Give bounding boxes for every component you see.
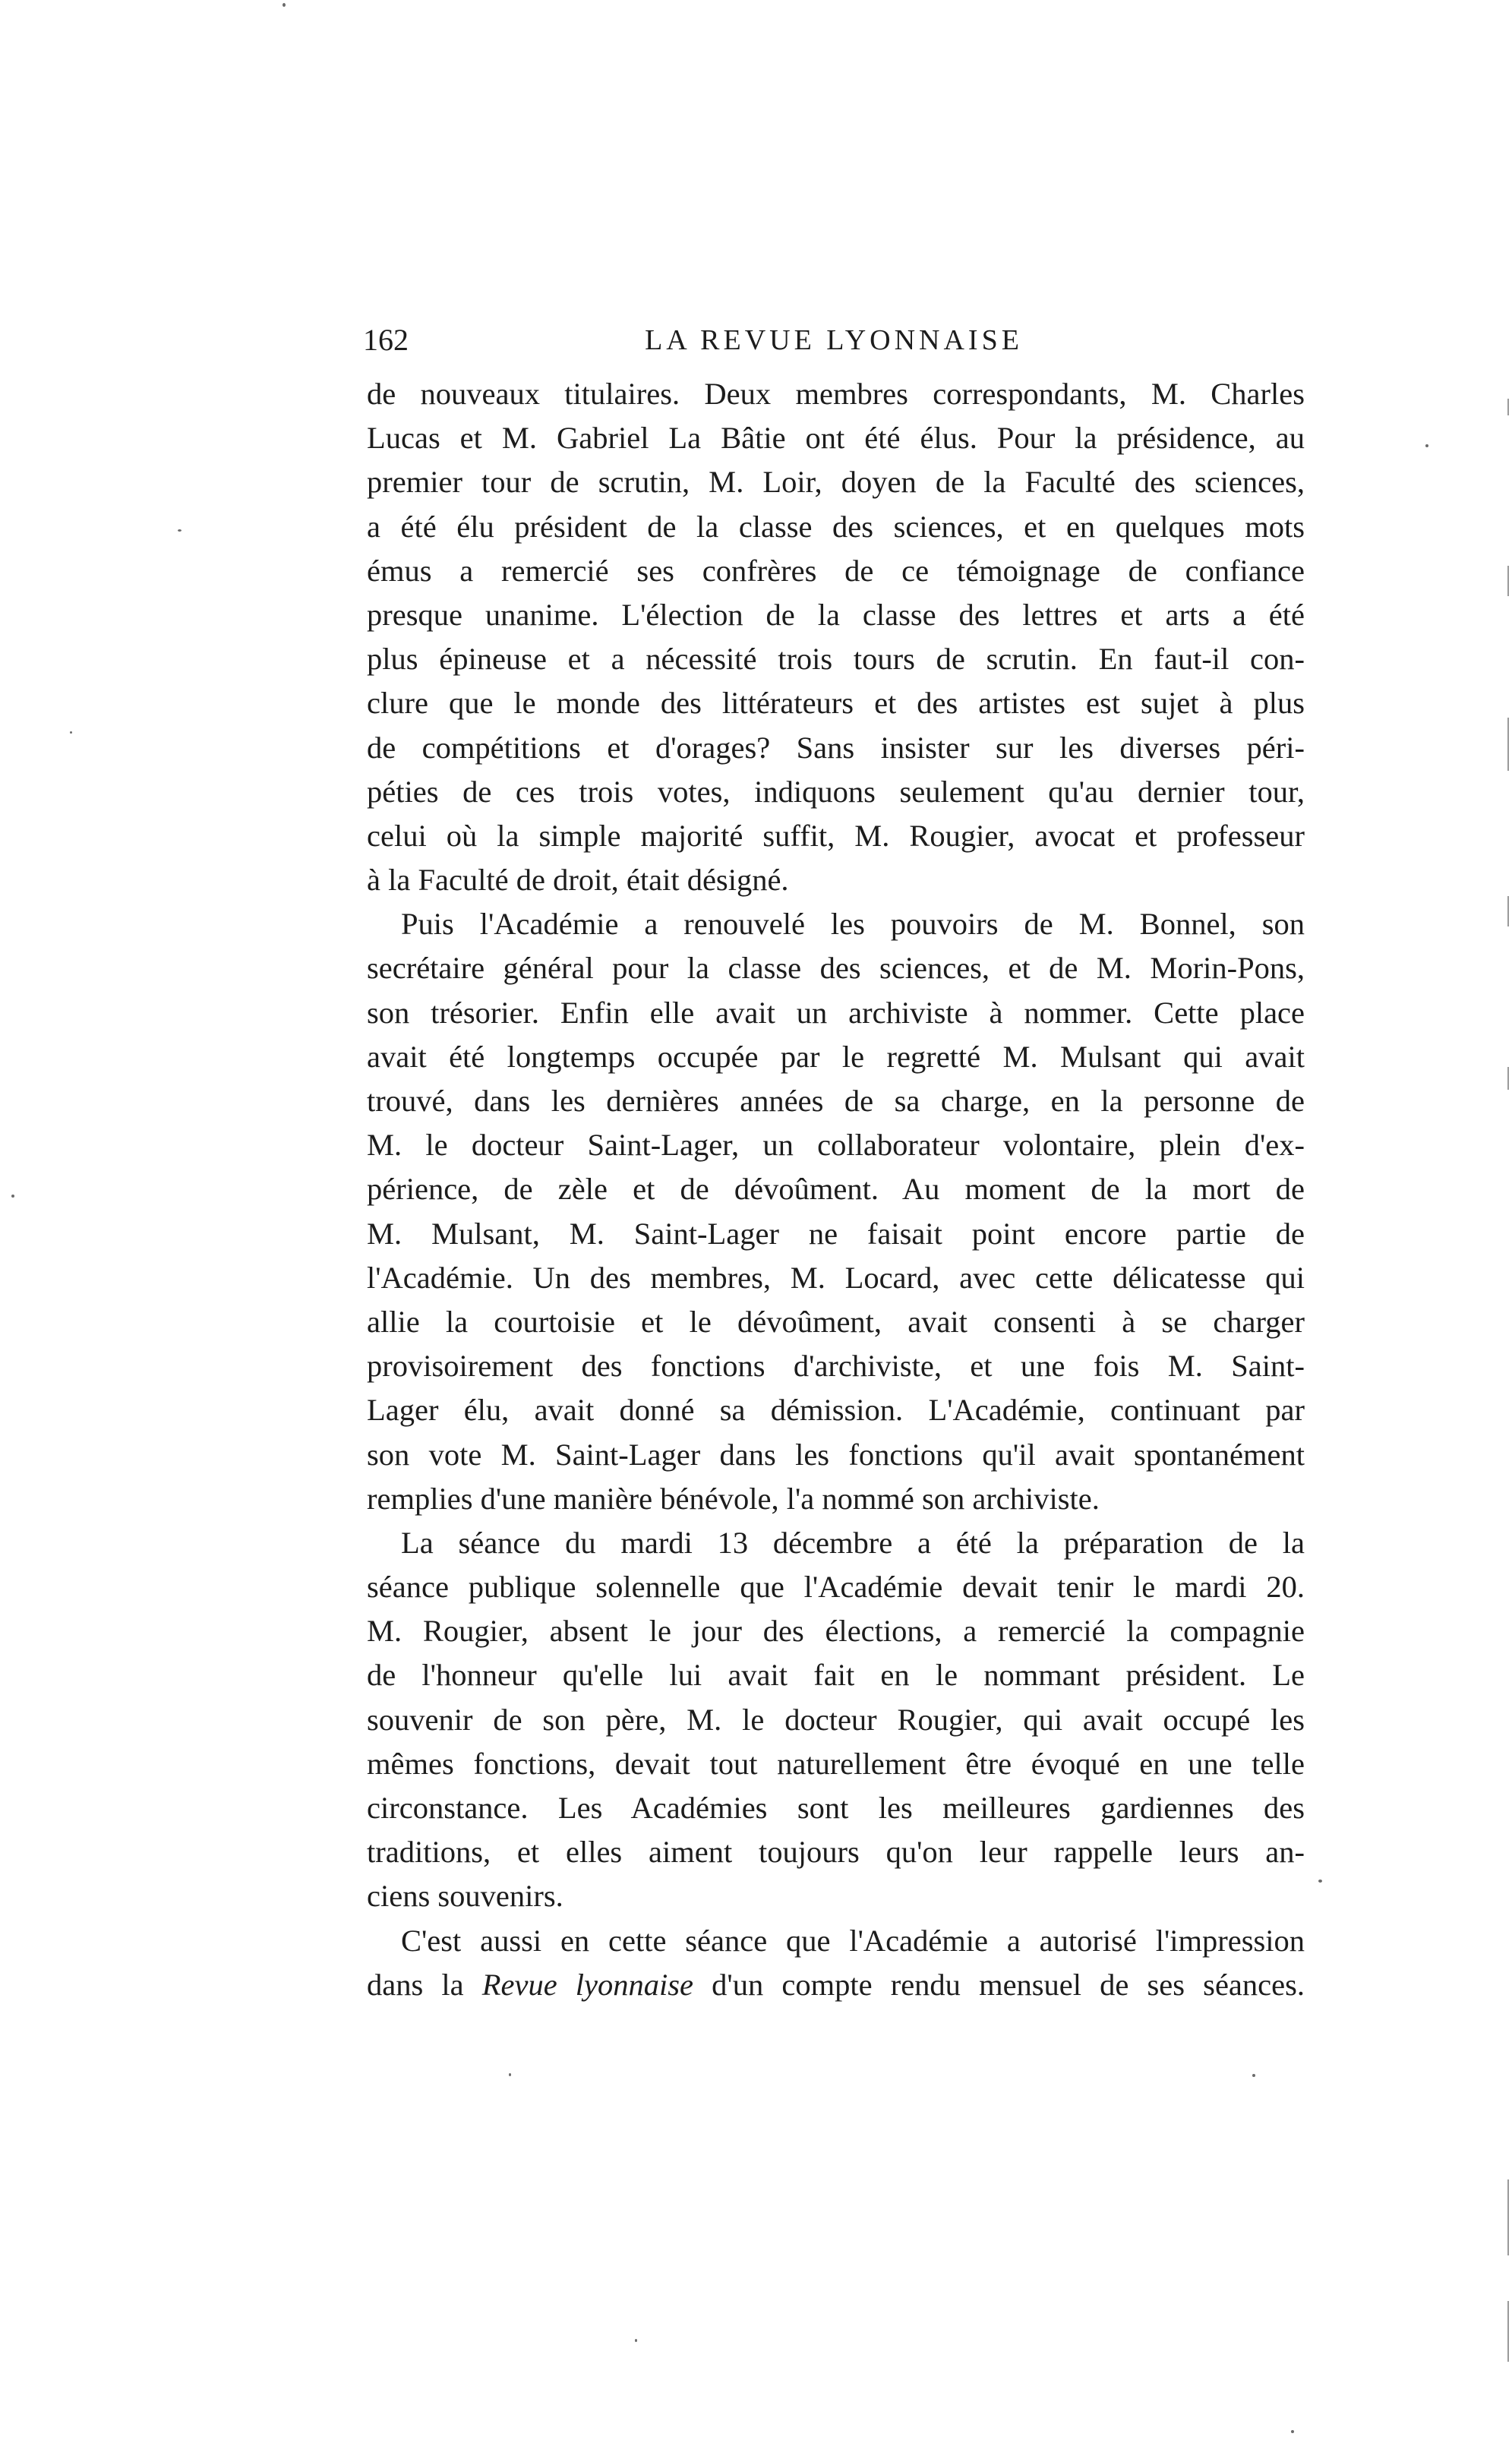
scan-speck bbox=[283, 3, 286, 7]
text-line: presque unanime. L'élection de la classe des lettres et arts a été bbox=[367, 597, 1305, 632]
text-line: allie la courtoisie et le dévoûment, avait consenti à se charger bbox=[367, 1304, 1305, 1339]
scan-speck bbox=[635, 2339, 637, 2342]
margin-mark bbox=[1507, 1067, 1509, 1090]
text-line: mêmes fonctions, devait tout naturellement être évoqué en une telle bbox=[367, 1746, 1305, 1781]
scan-speck bbox=[1291, 2430, 1294, 2433]
margin-mark bbox=[1507, 2179, 1509, 2255]
text-line: secrétaire général pour la classe des sciences, et de M. Morin-Pons, bbox=[367, 951, 1305, 986]
margin-mark bbox=[1507, 566, 1509, 596]
text-line: M. Rougier, absent le jour des élections, a remercié la compagnie bbox=[367, 1614, 1305, 1649]
text-line: premier tour de scrutin, M. Loir, doyen de la Faculté des sciences, bbox=[367, 465, 1305, 500]
text-line: péties de ces trois votes, indiquons seulement qu'au dernier tour, bbox=[367, 774, 1305, 809]
paragraph-start-line: La séance du mardi 13 décembre a été la préparation de la bbox=[401, 1525, 1305, 1560]
journal-title-italic: Revue lyonnaise bbox=[481, 1967, 694, 2002]
text-line: traditions, et elles aiment toujours qu'on leur rappelle leurs an- bbox=[367, 1835, 1305, 1870]
margin-mark bbox=[1507, 718, 1509, 771]
text-line: émus a remercié ses confrères de ce témoignage de confiance bbox=[367, 553, 1305, 588]
text-line: trouvé, dans les dernières années de sa charge, en la personne de bbox=[367, 1084, 1305, 1118]
final-line bbox=[367, 1963, 1305, 2007]
text-line: périence, de zèle et de dévoûment. Au moment de la mort de bbox=[367, 1172, 1305, 1207]
text-line: M. Mulsant, M. Saint-Lager ne faisait point encore partie de bbox=[367, 1216, 1305, 1251]
text-line: son trésorier. Enfin elle avait un archiviste à nommer. Cette place bbox=[367, 995, 1305, 1030]
text-line: l'Académie. Un des membres, M. Locard, avec cette délicatesse qui bbox=[367, 1260, 1305, 1295]
text-line: de l'honneur qu'elle lui avait fait en le nommant président. Le bbox=[367, 1658, 1305, 1693]
final-line-after: d'un compte rendu mensuel de ses séances. bbox=[693, 1967, 1305, 2002]
text-line: souvenir de son père, M. le docteur Rougier, qui avait occupé les bbox=[367, 1702, 1305, 1737]
scan-speck bbox=[11, 1195, 14, 1198]
scan-speck bbox=[178, 529, 182, 532]
scan-speck bbox=[1318, 1880, 1322, 1883]
text-line: Lucas et M. Gabriel La Bâtie ont été élus. Pour la présidence, au bbox=[367, 421, 1305, 456]
margin-mark bbox=[1507, 2301, 1509, 2362]
text-line: avait été longtemps occupée par le regretté M. Mulsant qui avait bbox=[367, 1039, 1305, 1074]
page-header bbox=[363, 317, 1305, 363]
scan-speck bbox=[1425, 444, 1428, 447]
text-line: plus épineuse et a nécessité trois tours de scrutin. En faut-il con- bbox=[367, 642, 1305, 677]
margin-mark bbox=[1507, 896, 1509, 926]
text-line: de nouveaux titulaires. Deux membres correspondants, M. Charles bbox=[367, 377, 1305, 411]
body-text bbox=[367, 372, 1305, 2007]
text-line: M. le docteur Saint-Lager, un collaborateur volontaire, plein d'ex- bbox=[367, 1128, 1305, 1163]
scan-speck bbox=[70, 731, 72, 734]
margin-mark bbox=[1507, 399, 1509, 415]
paragraph-end-line: remplies d'une manière bénévole, l'a nommé son archiviste. bbox=[367, 1481, 1100, 1516]
text-line: circonstance. Les Académies sont les meilleures gardiennes des bbox=[367, 1791, 1305, 1825]
paragraph-start-line: C'est aussi en cette séance que l'Académie a autorisé l'impression bbox=[401, 1923, 1305, 1958]
page-number: 162 bbox=[363, 323, 409, 357]
text-line: Lager élu, avait donné sa démission. L'Académie, continuant par bbox=[367, 1393, 1305, 1428]
paragraph-start-line: Puis l'Académie a renouvelé les pouvoirs de M. Bonnel, son bbox=[401, 907, 1305, 942]
text-line: provisoirement des fonctions d'archiviste, et une fois M. Saint- bbox=[367, 1349, 1305, 1384]
final-line-before: dans la bbox=[367, 1967, 482, 2002]
text-line: clure que le monde des littérateurs et des artistes est sujet à plus bbox=[367, 686, 1305, 721]
paragraph-end-line: ciens souvenirs. bbox=[367, 1879, 563, 1914]
text-line: de compétitions et d'orages? Sans insister sur les diverses péri- bbox=[367, 730, 1305, 765]
paragraph-end-line: à la Faculté de droit, était désigné. bbox=[367, 863, 789, 898]
scan-speck bbox=[509, 2073, 511, 2076]
text-line: séance publique solennelle que l'Académie devait tenir le mardi 20. bbox=[367, 1570, 1305, 1605]
text-line: a été élu président de la classe des sciences, et en quelques mots bbox=[367, 509, 1305, 544]
scan-speck bbox=[1252, 2074, 1255, 2077]
text-line: son vote M. Saint-Lager dans les fonctions qu'il avait spontanément bbox=[367, 1437, 1305, 1472]
text-line: celui où la simple majorité suffit, M. Rougier, avocat et professeur bbox=[367, 818, 1305, 853]
running-title: LA REVUE LYONNAISE bbox=[645, 324, 1023, 356]
